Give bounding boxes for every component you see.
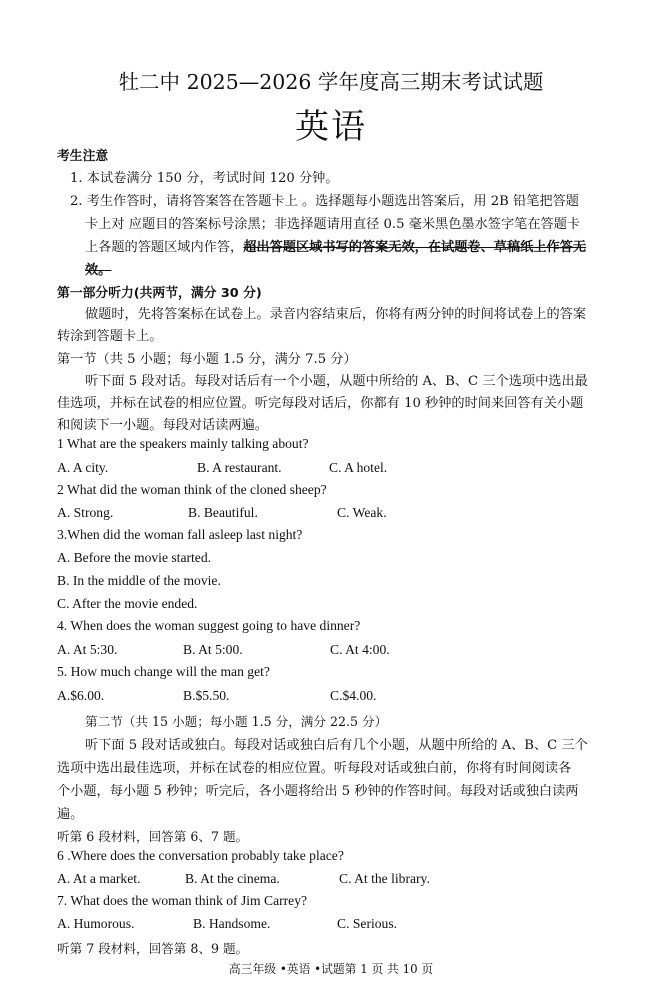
- question-1-options: [57, 460, 617, 478]
- question-4-options: [57, 642, 617, 660]
- question-3-option-c: C. After the movie ended.: [57, 596, 198, 611]
- exam-title: 牡二中 2025—2026 学年度高三期末考试试题: [118, 70, 544, 94]
- notice-item-2-line-3: [85, 236, 586, 255]
- option-a: A. At a market.: [57, 871, 141, 886]
- option-c: C. At 4:00.: [330, 642, 390, 657]
- notice-item-2-line-4: 效。: [85, 263, 112, 278]
- question-7-stem: 7. What does the woman think of Jim Carrey?: [57, 893, 308, 908]
- question-6-stem: 6 .Where does the conversation probably take place?: [57, 848, 344, 863]
- section2-instruction-line-4: 遍。: [57, 807, 84, 822]
- question-3-stem: 3.When did the woman fall asleep last night?: [57, 527, 303, 542]
- option-a: A. Humorous.: [57, 916, 135, 931]
- question-2-options: [57, 505, 617, 523]
- option-c: C. A hotel.: [329, 460, 388, 475]
- notice-item-1: 1. 本试卷满分 150 分，考试时间 120 分钟。: [70, 171, 339, 186]
- option-c: C. Serious.: [337, 916, 398, 931]
- option-b: B. Beautiful.: [188, 505, 258, 520]
- option-c: C. Weak.: [337, 505, 387, 520]
- part1-heading: 第一部分听力(共两节，满分 30 分): [57, 286, 262, 301]
- question-7-options: [57, 916, 617, 934]
- section2-instruction-line-1: 听下面 5 段对话或独白。每段对话或独白后有几个小题，从题中所给的 A、B、C 三个: [85, 738, 588, 753]
- part1-intro-line-2: 转涂到答题卡上。: [57, 329, 163, 344]
- material-7-label: 听第 7 段材料，回答第 8、9 题。: [57, 941, 249, 956]
- question-4-stem: 4. When does the woman suggest going to have dinner?: [57, 618, 361, 633]
- question-2-stem: 2 What did the woman think of the cloned sheep?: [57, 482, 327, 497]
- option-b: B. At 5:00.: [183, 642, 243, 657]
- question-5-options: [57, 688, 617, 706]
- option-b: B. At the cinema.: [185, 871, 280, 886]
- section1-heading: 第一节（共 5 小题；每小题 1.5 分，满分 7.5 分）: [57, 352, 357, 367]
- page-footer: 高三年级 •英语 •试题第 1 页 共 10 页: [228, 962, 434, 976]
- option-a: A. At 5:30.: [57, 642, 118, 657]
- question-3-option-b: B. In the middle of the movie.: [57, 573, 221, 588]
- material-6-label: 听第 6 段材料，回答第 6、7 题。: [57, 829, 249, 844]
- option-c: C.$4.00.: [330, 688, 377, 703]
- section2-heading: 第二节（共 15 小题；每小题 1.5 分，满分 22.5 分）: [85, 714, 388, 729]
- option-c: C. At the library.: [339, 871, 430, 886]
- option-b: B. Handsome.: [193, 916, 271, 931]
- question-1-stem: 1 What are the speakers mainly talking about?: [57, 436, 309, 451]
- option-a: A. Strong.: [57, 505, 114, 520]
- notice-item-2-line-1: 2. 考生作答时，请将答案答在答题卡上 。选择题每小题选出答案后，用 2B 铅笔把答题: [70, 194, 579, 209]
- option-a: A. A city.: [57, 460, 109, 475]
- subject-title: 英语: [295, 107, 367, 147]
- notice-item-2-plain-text: 上各题的答题区域内作答，: [85, 240, 244, 255]
- part1-intro-line-1: 做题时，先将答案标在试卷上。录音内容结束后，你将有两分钟的时间将试卷上的答案: [85, 307, 587, 322]
- section1-instruction-line-2: 佳选项，并标在试卷的相应位置。听完每段对话后，你都有 10 秒钟的时间来回答有关小题: [57, 396, 584, 411]
- option-a: A.$6.00.: [57, 688, 105, 703]
- option-b: B.$5.50.: [183, 688, 230, 703]
- section1-instruction-line-3: 和阅读下一小题。每段对话读两遍。: [57, 418, 268, 433]
- section2-instruction-line-3: 个小题，每小题 5 秒钟；听完后，各小题将给出 5 秒钟的作答时间。每段对话或独白读两: [57, 784, 579, 799]
- notice-item-2-struck-text: 超出答题区域书写的答案无效，在试题卷、草稿纸上作答无: [243, 240, 587, 255]
- notice-heading: 考生注意: [57, 149, 109, 164]
- question-5-stem: 5. How much change will the man get?: [57, 664, 270, 679]
- notice-item-2-line-2: 卡上对 应题目的答案标号涂黑；非选择题请用直径 0.5 毫米黑色墨水签字笔在答题卡: [85, 217, 581, 232]
- question-3-option-a: A. Before the movie started.: [57, 550, 212, 565]
- section1-instruction-line-1: 听下面 5 段对话。每段对话后有一个小题，从题中所给的 A、B、C 三个选项中选出最: [85, 374, 588, 389]
- option-b: B. A restaurant.: [197, 460, 282, 475]
- section2-instruction-line-2: 选项中选出最佳选项，并标在试卷的相应位置。听每段对话或独白前，你将有时间阅读各: [57, 761, 572, 776]
- question-6-options: [57, 871, 617, 889]
